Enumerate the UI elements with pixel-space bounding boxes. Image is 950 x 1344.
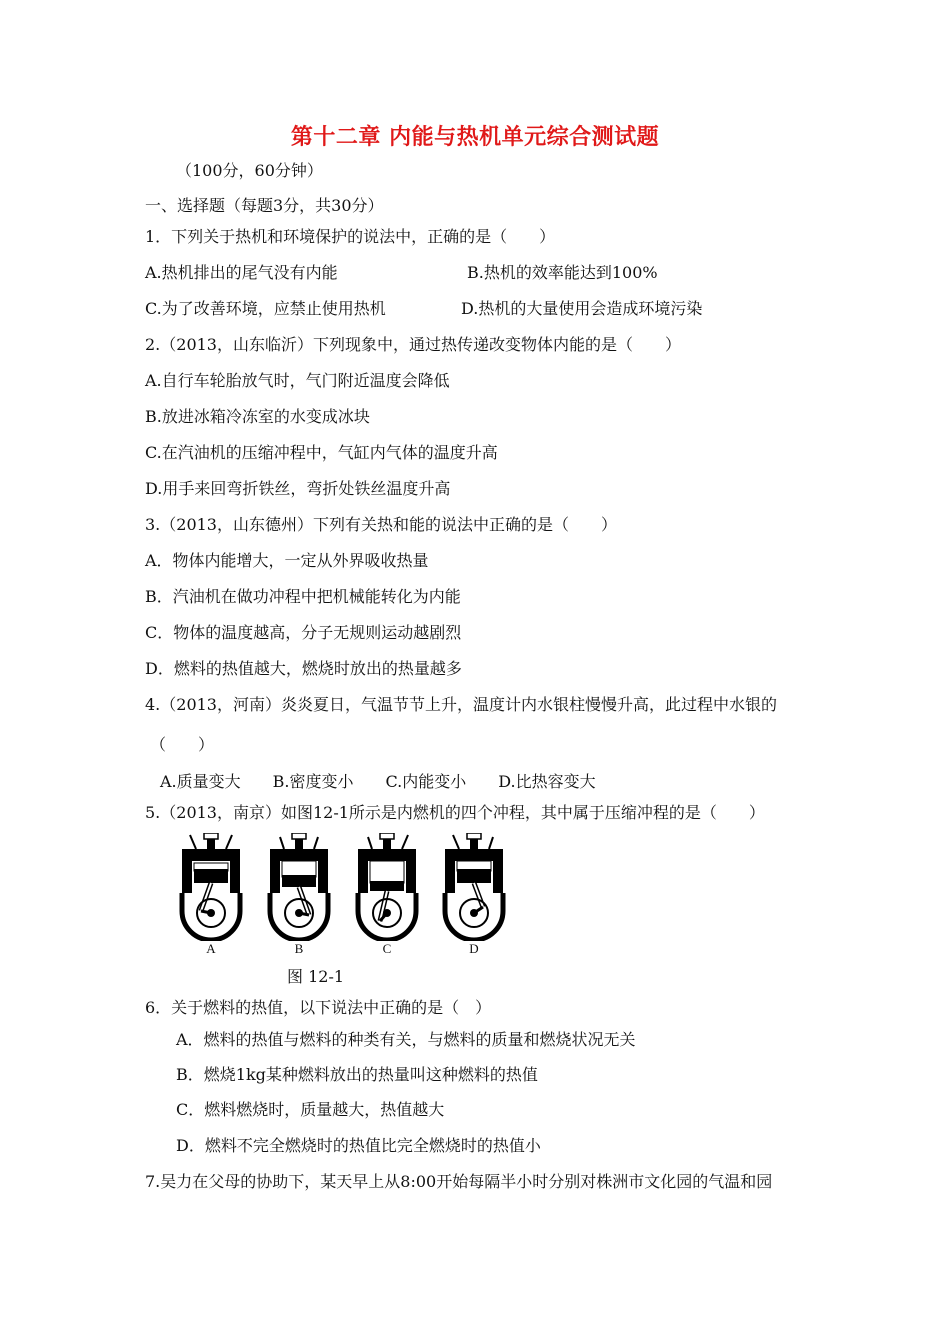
question-3-option-d: D．燃料的热值越大，燃烧时放出的热量越多 [145, 659, 462, 678]
question-2-option-c: C.在汽油机的压缩冲程中，气缸内气体的温度升高 [145, 443, 498, 462]
question-6-option-b: B．燃烧1kg某种燃料放出的热量叫这种燃料的热值 [176, 1065, 538, 1084]
question-6-option-a: A．燃料的热值与燃料的种类有关，与燃料的质量和燃烧状况无关 [176, 1030, 636, 1049]
question-4-answer-blank: （ ） [150, 735, 215, 754]
engine-label-d: D [469, 941, 479, 956]
question-2-stem: 2.（2013，山东临沂）下列现象中，通过热传递改变物体内能的是（ ） [145, 335, 681, 354]
exam-info: （100分，60分钟） [176, 161, 323, 180]
question-1-option-b: B.热机的效率能达到100% [467, 263, 658, 282]
engine-label-c: C [382, 941, 392, 956]
question-3-option-c: C．物体的温度越高，分子无规则运动越剧烈 [145, 623, 462, 642]
section-heading: 一、选择题（每题3分，共30分） [145, 196, 384, 215]
engine-d [439, 833, 509, 958]
engine-label-b: B [294, 941, 304, 956]
question-6-option-d: D．燃料不完全燃烧时的热值比完全燃烧时的热值小 [176, 1136, 541, 1155]
question-4-stem: 4.（2013，河南）炎炎夏日，气温节节上升，温度计内水银柱慢慢升高，此过程中水银的 [145, 695, 777, 714]
question-1-option-d: D.热机的大量使用会造成环境污染 [461, 299, 703, 318]
engine-diagram-icon [264, 833, 334, 941]
engine-a [176, 833, 246, 958]
engine-diagram-icon [176, 833, 246, 941]
engine-diagram-icon [352, 833, 422, 941]
question-3-option-a: A．物体内能增大，一定从外界吸收热量 [145, 551, 429, 570]
question-2-option-b: B.放进冰箱冷冻室的水变成冰块 [145, 407, 370, 426]
question-6-option-c: C．燃料燃烧时，质量越大，热值越大 [176, 1100, 445, 1119]
engine-stroke-figure [176, 833, 516, 963]
question-3-stem: 3.（2013，山东德州）下列有关热和能的说法中正确的是（ ） [145, 515, 617, 534]
engine-c [352, 833, 422, 958]
question-1-option-a: A.热机排出的尾气没有内能 [145, 263, 338, 282]
question-2-option-d: D.用手来回弯折铁丝，弯折处铁丝温度升高 [145, 479, 451, 498]
question-1-stem: 1．下列关于热机和环境保护的说法中，正确的是（ ） [145, 227, 556, 246]
engine-diagram-icon [439, 833, 509, 941]
page-title: 第十二章 内能与热机单元综合测试题 [290, 124, 660, 150]
engine-label-a: A [206, 941, 216, 956]
engine-b [264, 833, 334, 958]
question-2-option-a: A.自行车轮胎放气时，气门附近温度会降低 [145, 371, 450, 390]
question-5-stem: 5.（2013，南京）如图12-1所示是内燃机的四个冲程，其中属于压缩冲程的是（ ） [145, 803, 765, 822]
question-7-stem: 7.吴力在父母的协助下，某天早上从8:00开始每隔半小时分别对株洲市文化园的气温和园 [145, 1172, 773, 1191]
question-1-option-c: C.为了改善环境，应禁止使用热机 [145, 299, 386, 318]
question-3-option-b: B．汽油机在做功冲程中把机械能转化为内能 [145, 587, 461, 606]
figure-caption: 图 12-1 [287, 967, 345, 986]
question-4-options: A.质量变大 B.密度变小 C.内能变小 D.比热容变大 [160, 772, 596, 791]
question-6-stem: 6．关于燃料的热值，以下说法中正确的是（ ） [145, 998, 492, 1017]
